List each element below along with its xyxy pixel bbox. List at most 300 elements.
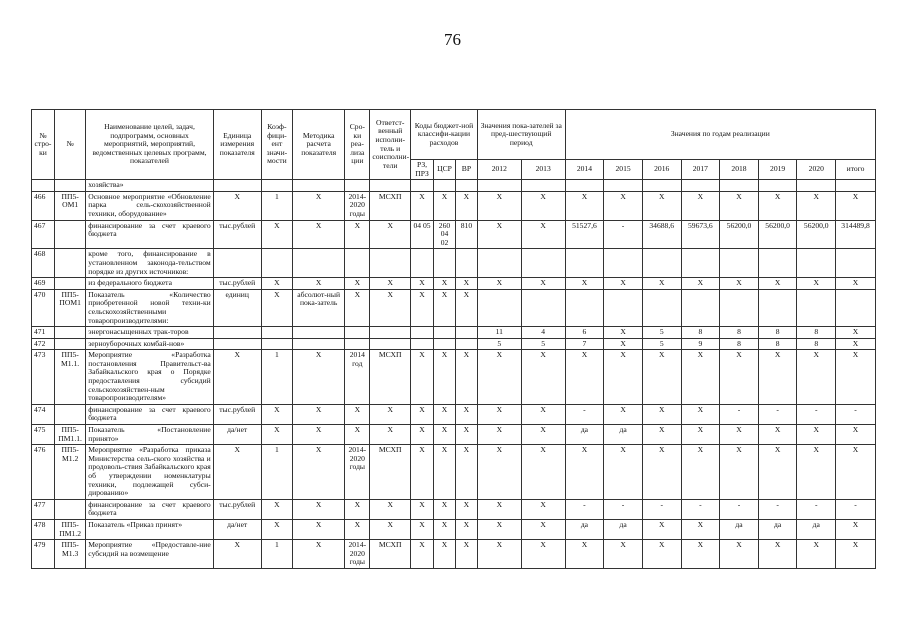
page-number: 76 (444, 30, 461, 49)
value-cell (681, 289, 720, 326)
responsible-cell (370, 249, 411, 278)
name-cell: Мероприятие «Разработка постановления Правительст-ва Забайкальского края о Порядке предоставления субсидий сельскохозяйствен-ным товаропроизводителям» (86, 350, 213, 405)
value-cell: Х (836, 425, 876, 445)
value-cell: Х (604, 350, 643, 405)
value-cell: - (758, 404, 797, 424)
term-cell (345, 249, 370, 278)
value-cell (565, 249, 604, 278)
value-cell: Х (836, 519, 876, 539)
value-cell: - (681, 499, 720, 519)
row-number-cell: 469 (32, 278, 55, 290)
value-cell: 7 (565, 338, 604, 350)
value-cell: Х (720, 191, 759, 220)
value-cell: Х (521, 519, 565, 539)
value-cell: 51527,6 (565, 220, 604, 249)
row-number-cell: 479 (32, 540, 55, 569)
csr-cell: 260 04 02 (434, 220, 456, 249)
value-cell (642, 180, 681, 192)
value-cell: Х (642, 425, 681, 445)
term-cell: Х (345, 499, 370, 519)
value-cell: Х (720, 540, 759, 569)
unit-cell: Х (213, 445, 261, 500)
rz-cell: 04 05 (411, 220, 434, 249)
row-number-cell (32, 180, 55, 192)
method-cell: Х (293, 191, 345, 220)
coef-cell (261, 180, 292, 192)
value-cell: Х (521, 499, 565, 519)
value-cell: Х (797, 278, 836, 290)
value-cell (477, 180, 521, 192)
header-row-no: № стро-ки (32, 110, 55, 180)
table-row (32, 425, 876, 445)
csr-cell: Х (434, 445, 456, 500)
value-cell (521, 180, 565, 192)
vr-cell: Х (455, 425, 477, 445)
value-cell: Х (758, 445, 797, 500)
value-cell: Х (604, 278, 643, 290)
vr-cell: Х (455, 278, 477, 290)
unit-cell: единиц (213, 289, 261, 326)
value-cell: 5 (477, 338, 521, 350)
row-number-cell: 473 (32, 350, 55, 405)
value-cell: 5 (521, 338, 565, 350)
code-cell: ПП5-ПМ1.1. (54, 425, 85, 445)
responsible-cell: МСХП (370, 191, 411, 220)
value-cell (836, 249, 876, 278)
name-cell: из федерального бюджета (86, 278, 213, 290)
code-cell (54, 338, 85, 350)
code-cell (54, 249, 85, 278)
value-cell: Х (797, 445, 836, 500)
unit-cell (213, 327, 261, 339)
header-year-col: 2016 (642, 160, 681, 180)
rz-cell: Х (411, 289, 434, 326)
value-cell: 59673,6 (681, 220, 720, 249)
coef-cell (261, 249, 292, 278)
value-cell: Х (477, 519, 521, 539)
value-cell: да (565, 519, 604, 539)
table-row (32, 278, 876, 290)
vr-cell: Х (455, 499, 477, 519)
value-cell: Х (642, 519, 681, 539)
value-cell (565, 180, 604, 192)
coef-cell (261, 327, 292, 339)
value-cell: Х (521, 445, 565, 500)
value-cell (642, 289, 681, 326)
value-cell: 8 (720, 327, 759, 339)
header-years-title: Значения по годам реализации (565, 110, 875, 160)
responsible-cell (370, 338, 411, 350)
value-cell: Х (681, 519, 720, 539)
unit-cell: тыс.рублей (213, 220, 261, 249)
value-cell (720, 249, 759, 278)
coef-cell: Х (261, 278, 292, 290)
header-code-col: РЗ, ПРЗ (411, 160, 434, 180)
value-cell: 4 (521, 327, 565, 339)
csr-cell: Х (434, 191, 456, 220)
unit-cell (213, 338, 261, 350)
value-cell: Х (681, 445, 720, 500)
value-cell: Х (477, 278, 521, 290)
value-cell (797, 289, 836, 326)
name-cell: Показатель «Постановление принято» (86, 425, 213, 445)
value-cell: да (604, 519, 643, 539)
value-cell: Х (836, 191, 876, 220)
csr-cell: Х (434, 404, 456, 424)
row-number-cell: 476 (32, 445, 55, 500)
coef-cell: Х (261, 519, 292, 539)
table-row (32, 540, 876, 569)
rz-cell: Х (411, 350, 434, 405)
responsible-cell: Х (370, 220, 411, 249)
value-cell: да (604, 425, 643, 445)
term-cell: Х (345, 220, 370, 249)
value-cell: Х (720, 350, 759, 405)
csr-cell (434, 249, 456, 278)
term-cell: 2014-2020 годы (345, 540, 370, 569)
code-cell: ПП5-ОМ1 (54, 191, 85, 220)
code-cell (54, 327, 85, 339)
name-cell: кроме того, финансирование в установленном законода-тельством порядке из других источников: (86, 249, 213, 278)
method-cell: Х (293, 445, 345, 500)
unit-cell: Х (213, 540, 261, 569)
unit-cell: да/нет (213, 519, 261, 539)
table-row (32, 519, 876, 539)
responsible-cell (370, 327, 411, 339)
row-number-cell: 466 (32, 191, 55, 220)
value-cell (797, 180, 836, 192)
method-cell (293, 338, 345, 350)
term-cell: Х (345, 425, 370, 445)
value-cell: Х (797, 540, 836, 569)
method-cell: Х (293, 425, 345, 445)
csr-cell (434, 338, 456, 350)
value-cell: 8 (797, 327, 836, 339)
value-cell: 314489,8 (836, 220, 876, 249)
value-cell: - (604, 220, 643, 249)
rz-cell: Х (411, 404, 434, 424)
vr-cell: 810 (455, 220, 477, 249)
unit-cell: да/нет (213, 425, 261, 445)
row-number-cell: 472 (32, 338, 55, 350)
code-cell: ПП5-ПМ1.2 (54, 519, 85, 539)
responsible-cell: Х (370, 519, 411, 539)
value-cell (681, 180, 720, 192)
value-cell: Х (758, 425, 797, 445)
csr-cell (434, 180, 456, 192)
name-cell: энергонасыщенных трак-торов (86, 327, 213, 339)
coef-cell: 1 (261, 540, 292, 569)
vr-cell: Х (455, 519, 477, 539)
value-cell: да (797, 519, 836, 539)
term-cell: 2014-2020 годы (345, 191, 370, 220)
value-cell: Х (642, 278, 681, 290)
coef-cell: Х (261, 404, 292, 424)
vr-cell (455, 338, 477, 350)
value-cell: Х (477, 445, 521, 500)
responsible-cell: Х (370, 278, 411, 290)
rz-cell (411, 327, 434, 339)
value-cell: - (565, 499, 604, 519)
value-cell: Х (681, 191, 720, 220)
value-cell: 56200,0 (797, 220, 836, 249)
name-cell: Показатель «Приказ принят» (86, 519, 213, 539)
header-year-col: итого (836, 160, 876, 180)
vr-cell: Х (455, 445, 477, 500)
code-cell (54, 180, 85, 192)
table-row (32, 404, 876, 424)
method-cell (293, 180, 345, 192)
term-cell: 2014 год (345, 350, 370, 405)
value-cell: - (720, 404, 759, 424)
vr-cell: Х (455, 540, 477, 569)
value-cell (565, 289, 604, 326)
value-cell: Х (642, 404, 681, 424)
value-cell: Х (604, 327, 643, 339)
responsible-cell (370, 180, 411, 192)
coef-cell: Х (261, 220, 292, 249)
value-cell: Х (836, 350, 876, 405)
rz-cell (411, 249, 434, 278)
value-cell: Х (836, 338, 876, 350)
header-coef: Коэф-фици-ент значи-мости (261, 110, 292, 180)
name-cell: зерноуборочных комбай-нов» (86, 338, 213, 350)
term-cell: Х (345, 404, 370, 424)
csr-cell: Х (434, 499, 456, 519)
vr-cell (455, 327, 477, 339)
term-cell (345, 338, 370, 350)
unit-cell: тыс.рублей (213, 404, 261, 424)
value-cell: Х (565, 350, 604, 405)
value-cell: Х (797, 425, 836, 445)
code-cell (54, 499, 85, 519)
csr-cell: Х (434, 278, 456, 290)
value-cell: 5 (642, 338, 681, 350)
value-cell: Х (642, 540, 681, 569)
value-cell (642, 249, 681, 278)
row-number-cell: 467 (32, 220, 55, 249)
method-cell: Х (293, 220, 345, 249)
value-cell (720, 180, 759, 192)
name-cell: Основное мероприятие «Обновление парка сель-скохозяйственной техники, оборудование» (86, 191, 213, 220)
unit-cell (213, 249, 261, 278)
name-cell: Мероприятие «Предоставле-ние субсидий на возмещение (86, 540, 213, 569)
value-cell (836, 289, 876, 326)
value-cell: Х (604, 191, 643, 220)
header-term: Сро-ки реа-лиза ции (345, 110, 370, 180)
value-cell: Х (521, 220, 565, 249)
value-cell: Х (565, 540, 604, 569)
unit-cell: Х (213, 350, 261, 405)
csr-cell: Х (434, 289, 456, 326)
term-cell (345, 180, 370, 192)
csr-cell: Х (434, 425, 456, 445)
value-cell: 8 (797, 338, 836, 350)
unit-cell (213, 180, 261, 192)
value-cell (758, 289, 797, 326)
rz-cell: Х (411, 191, 434, 220)
rz-cell (411, 180, 434, 192)
value-cell: Х (604, 445, 643, 500)
csr-cell: Х (434, 350, 456, 405)
value-cell: - (797, 499, 836, 519)
responsible-cell: Х (370, 499, 411, 519)
value-cell: Х (477, 350, 521, 405)
name-cell: Мероприятие «Разработка приказа Министерства сель-ского хозяйства и продоволь-ствия Забайкальского края об утверждении номенклатуры техники, подлежащей субси-дированию» (86, 445, 213, 500)
value-cell: 34688,6 (642, 220, 681, 249)
name-cell: Показатель «Количество приобретенной новой техни-ки сельскохозяйственными товаропроизводителями: (86, 289, 213, 326)
rz-cell: Х (411, 425, 434, 445)
method-cell (293, 327, 345, 339)
row-number-cell: 474 (32, 404, 55, 424)
vr-cell (455, 249, 477, 278)
method-cell: абсолют-ный пока-затель (293, 289, 345, 326)
value-cell: да (720, 519, 759, 539)
value-cell: 9 (681, 338, 720, 350)
value-cell: Х (604, 404, 643, 424)
value-cell (604, 289, 643, 326)
code-cell: ПП5-М1.2 (54, 445, 85, 500)
method-cell: Х (293, 499, 345, 519)
header-name: Наименование целей, задач, подпрограмм, основных мероприятий, мероприятий, ведомственных целевых программ, показателей (86, 110, 213, 180)
term-cell: Х (345, 519, 370, 539)
value-cell: - (565, 404, 604, 424)
method-cell (293, 249, 345, 278)
value-cell: Х (477, 425, 521, 445)
value-cell: Х (758, 540, 797, 569)
value-cell (720, 289, 759, 326)
value-cell (521, 289, 565, 326)
value-cell: 8 (720, 338, 759, 350)
name-cell: финансирование за счет краевого бюджета (86, 404, 213, 424)
table-row (32, 445, 876, 500)
header-budget-codes: Коды бюджет-ной классифи-кации расходов (411, 110, 478, 160)
responsible-cell: МСХП (370, 445, 411, 500)
value-cell: Х (477, 499, 521, 519)
table-row (32, 499, 876, 519)
table-header (32, 110, 876, 180)
row-number-cell: 475 (32, 425, 55, 445)
program-table (31, 109, 876, 569)
value-cell (477, 289, 521, 326)
header-year-col: 2017 (681, 160, 720, 180)
responsible-cell: МСХП (370, 350, 411, 405)
value-cell (758, 180, 797, 192)
term-cell (345, 327, 370, 339)
table-body (32, 180, 876, 569)
header-year-col: 2018 (720, 160, 759, 180)
value-cell: Х (521, 540, 565, 569)
value-cell: 8 (758, 327, 797, 339)
vr-cell (455, 180, 477, 192)
method-cell: Х (293, 519, 345, 539)
coef-cell: Х (261, 289, 292, 326)
value-cell: - (836, 404, 876, 424)
value-cell: Х (681, 404, 720, 424)
value-cell: Х (836, 327, 876, 339)
value-cell: Х (477, 540, 521, 569)
responsible-cell: МСХП (370, 540, 411, 569)
value-cell: 11 (477, 327, 521, 339)
responsible-cell: Х (370, 404, 411, 424)
value-cell: Х (681, 425, 720, 445)
vr-cell: Х (455, 289, 477, 326)
value-cell: Х (477, 220, 521, 249)
method-cell: Х (293, 350, 345, 405)
value-cell: да (758, 519, 797, 539)
csr-cell: Х (434, 540, 456, 569)
code-cell: ПП5-М1.3 (54, 540, 85, 569)
value-cell: - (604, 499, 643, 519)
value-cell (797, 249, 836, 278)
row-number-cell: 471 (32, 327, 55, 339)
value-cell (477, 249, 521, 278)
value-cell: Х (681, 278, 720, 290)
value-cell: - (758, 499, 797, 519)
value-cell: да (565, 425, 604, 445)
table-row (32, 180, 876, 192)
row-number-cell: 478 (32, 519, 55, 539)
value-cell: Х (797, 350, 836, 405)
header-no: № (54, 110, 85, 180)
header-method: Методика расчета показателя (293, 110, 345, 180)
value-cell: Х (836, 278, 876, 290)
value-cell: - (836, 499, 876, 519)
code-cell (54, 278, 85, 290)
csr-cell: Х (434, 519, 456, 539)
table-row (32, 338, 876, 350)
value-cell (521, 249, 565, 278)
value-cell: Х (642, 191, 681, 220)
value-cell: Х (836, 540, 876, 569)
coef-cell: 1 (261, 445, 292, 500)
value-cell: Х (521, 350, 565, 405)
value-cell: Х (720, 425, 759, 445)
unit-cell: тыс.рублей (213, 278, 261, 290)
code-cell (54, 404, 85, 424)
value-cell: Х (797, 191, 836, 220)
coef-cell: Х (261, 425, 292, 445)
value-cell: Х (642, 350, 681, 405)
code-cell: ПП5-М1.1. (54, 350, 85, 405)
table-row (32, 289, 876, 326)
coef-cell (261, 338, 292, 350)
value-cell (836, 180, 876, 192)
responsible-cell: Х (370, 425, 411, 445)
header-code-col: ВР (455, 160, 477, 180)
value-cell: - (797, 404, 836, 424)
value-cell: Х (477, 404, 521, 424)
value-cell: Х (521, 425, 565, 445)
value-cell: 56200,0 (720, 220, 759, 249)
value-cell: Х (521, 191, 565, 220)
header-year-col: 2015 (604, 160, 643, 180)
value-cell: Х (681, 350, 720, 405)
row-number-cell: 470 (32, 289, 55, 326)
value-cell (604, 249, 643, 278)
value-cell: Х (758, 278, 797, 290)
value-cell: Х (720, 278, 759, 290)
value-cell: 8 (681, 327, 720, 339)
value-cell: Х (565, 278, 604, 290)
method-cell: Х (293, 540, 345, 569)
header-year-col: 2012 (477, 160, 521, 180)
header-responsible: Ответст-венный исполни-тель и соисполни-тели (370, 110, 411, 180)
rz-cell: Х (411, 445, 434, 500)
term-cell: Х (345, 289, 370, 326)
name-cell: финансирование за счет краевого бюджета (86, 499, 213, 519)
value-cell (604, 180, 643, 192)
